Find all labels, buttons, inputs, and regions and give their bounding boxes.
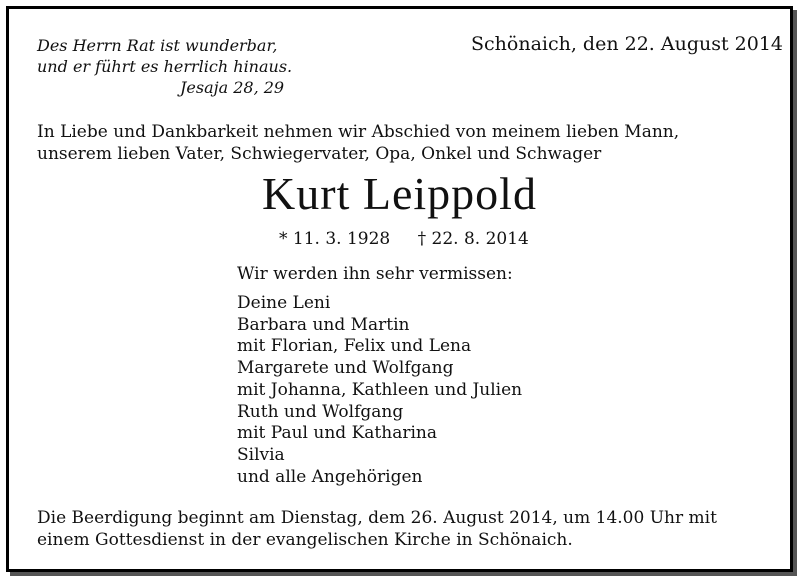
deceased-name: Kurt Leippold — [262, 168, 537, 219]
family-member: Deine Leni — [237, 293, 331, 313]
birth-date: * 11. 3. 1928 — [279, 229, 391, 249]
family-member: mit Johanna, Kathleen und Julien — [237, 379, 523, 400]
family-member: Silvia — [237, 444, 285, 465]
family-member: Barbara und Martin — [237, 314, 410, 335]
life-dates — [279, 229, 551, 249]
verse-line-2: und er führt es herrlich hinaus. — [37, 57, 293, 76]
bible-verse — [37, 35, 317, 98]
family-member: mit Florian, Felix und Lena — [237, 336, 472, 357]
intro-line-2: unserem lieben Vater, Schwiegervater, Opa, Onkel und Schwager — [37, 144, 602, 164]
family-member: und alle Angehörigen — [237, 466, 423, 487]
family-member: Ruth und Wolfgang — [237, 401, 404, 422]
funeral-line-2: einem Gottesdienst in der evangelischen Kirche in Schönaich. — [37, 530, 573, 550]
mourning-line: Wir werden ihn sehr vermissen: — [237, 264, 513, 284]
obituary-notice — [6, 6, 793, 572]
verse-reference: Jesaja 28, 29 — [180, 78, 285, 97]
funeral-line-1: Die Beerdigung beginnt am Dienstag, dem 26. August 2014, um 14.00 Uhr mit — [37, 508, 717, 528]
intro-line-1: In Liebe und Dankbarkeit nehmen wir Abschied von meinem lieben Mann, — [37, 122, 680, 142]
intro-text — [37, 121, 679, 165]
place-date-line: Schönaich, den 22. August 2014 — [471, 33, 784, 55]
funeral-notice — [37, 507, 717, 551]
family-member: mit Paul und Katharina — [237, 423, 437, 444]
family-list — [237, 293, 522, 488]
family-member: Margarete und Wolfgang — [237, 358, 454, 379]
verse-line-1: Des Herrn Rat ist wunderbar, — [37, 36, 278, 55]
death-date: † 22. 8. 2014 — [417, 229, 529, 249]
